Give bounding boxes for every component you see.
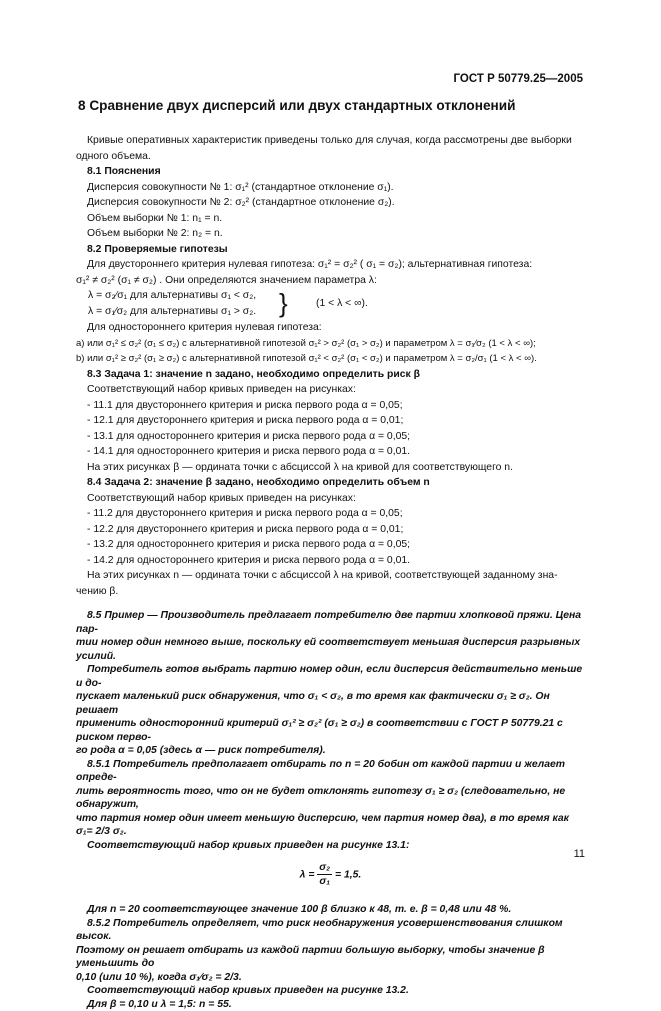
- lambda-formula: [76, 861, 585, 888]
- case-b: b) или σ₁² ≥ σ₂² (σ₁ ≥ σ₂) с альтернативной гипотезой σ₁² < σ₂² (σ₁ < σ₂) и параметром λ = σ₂/σ₁ (1 < λ < ∞).: [76, 351, 585, 367]
- example-p5: Для n = 20 соответствующее значение 100 β близко к 48, т. е. β = 0,48 или 48 %.: [76, 903, 585, 917]
- example-p1: 8.5 Пример — Производитель предлагает потребителю две партии хлопковой пряжи. Цена пар-: [76, 609, 585, 636]
- lambda-range: (1 < λ < ∞).: [316, 296, 368, 312]
- example-p2-cont2: применить односторонний критерий σ₁² ≥ σ₂² (σ₁ ≥ σ₂) в соответствии с ГОСТ Р 50779.21 с риском перво-: [76, 717, 585, 744]
- example-p6-cont: Поэтому он решает отбирать из каждой партии большую выборку, чтобы значение β уменьшить до: [76, 944, 585, 971]
- brace: }: [279, 290, 288, 316]
- s84-item-3: - 13.2 для одностороннего критерия и риска первого рода α = 0,05;: [76, 537, 585, 553]
- example-p2-cont3: го рода α = 0,05 (здесь α — риск потребителя).: [76, 744, 585, 758]
- two-sided-alternative: σ₁² ≠ σ₂² (σ₁ ≠ σ₂) . Они определяются значением параметра λ:: [76, 273, 585, 289]
- s83-note: На этих рисунках β — ордината точки с абсциссой λ на кривой для соответствующего n.: [76, 460, 585, 476]
- s81-line-1: Дисперсия совокупности № 1: σ₁² (стандартное отклонение σ₁).: [76, 180, 585, 196]
- example-p2: Потребитель готов выбрать партию номер один, если дисперсия действительно меньше и до-: [76, 663, 585, 690]
- example-p3: 8.5.1 Потребитель предполагает отбирать по n = 20 бобин от каждой партии и желает опреде-: [76, 758, 585, 785]
- s81-line-2: Дисперсия совокупности № 2: σ₂² (стандартное отклонение σ₂).: [76, 195, 585, 211]
- page-number: 11: [555, 848, 585, 860]
- heading-8-2: 8.2 Проверяемые гипотезы: [76, 242, 585, 258]
- s81-line-4: Объем выборки № 2: n₂ = n.: [76, 226, 585, 242]
- s84-item-1: - 11.2 для двустороннего критерия и риска первого рода α = 0,05;: [76, 506, 585, 522]
- example-p4: Соответствующий набор кривых приведен на рисунке 13.1:: [76, 839, 585, 853]
- lambda-system: [76, 288, 585, 320]
- example-p2-cont: пускает маленький риск обнаружения, что σ₁ < σ₂, в то время как фактически σ₁ ≥ σ₂. Он решает: [76, 690, 585, 717]
- s84-item-4: - 14.2 для одностороннего критерия и риска первого рода α = 0,01.: [76, 553, 585, 569]
- document-code: ГОСТ Р 50779.25—2005: [420, 73, 583, 85]
- heading-8-3: 8.3 Задача 1: значение n задано, необходимо определить риск β: [76, 367, 585, 383]
- one-sided-hypothesis: Для одностороннего критерия нулевая гипотеза:: [76, 320, 585, 336]
- s84-note-cont: чению β.: [76, 584, 585, 600]
- s83-item-2: - 12.1 для двустороннего критерия и риска первого рода α = 0,01;: [76, 413, 585, 429]
- s83-item-1: - 11.1 для двустороннего критерия и риска первого рода α = 0,05;: [76, 398, 585, 414]
- s84-item-2: - 12.2 для двустороннего критерия и риска первого рода α = 0,01;: [76, 522, 585, 538]
- formula-lhs: λ =: [300, 869, 315, 880]
- example-p6: 8.5.2 Потребитель определяет, что риск необнаружения усовершенствования слишком высок.: [76, 917, 585, 944]
- example-p1-cont: тии номер один немного выше, поскольку ей соответствует меньшая дисперсия разрывных усилий.: [76, 636, 585, 663]
- s83-item-4: - 14.1 для одностороннего критерия и риска первого рода α = 0,01.: [76, 444, 585, 460]
- formula-rhs: = 1,5.: [335, 869, 361, 880]
- heading-8-1: 8.1 Пояснения: [76, 164, 585, 180]
- s81-line-3: Объем выборки № 1: n₁ = n.: [76, 211, 585, 227]
- s83-lead: Соответствующий набор кривых приведен на рисунках:: [76, 382, 585, 398]
- intro-paragraph: Кривые оперативных характеристик приведены только для случая, когда рассмотрены две выборки одного объема.: [76, 133, 585, 164]
- example-p8: Для β = 0,10 и λ = 1,5: n = 55.: [76, 998, 585, 1011]
- two-sided-hypothesis: Для двустороннего критерия нулевая гипотеза: σ₁² = σ₂² ( σ₁ = σ₂); альтернативная гипотеза:: [76, 257, 585, 273]
- case-a: а) или σ₁² ≤ σ₂² (σ₁ ≤ σ₂) с альтернативной гипотезой σ₁² > σ₂² (σ₁ > σ₂) и параметром λ = σ₁∕σ₂ (1 < λ < ∞);: [76, 336, 585, 352]
- lambda-case-1: λ = σ₂∕σ₁ для альтернативы σ₁ < σ₂,: [88, 288, 256, 304]
- formula-denominator: σ₁: [317, 875, 332, 888]
- section-title: 8 Сравнение двух дисперсий или двух стандартных отклонений: [78, 98, 515, 113]
- example-p3-cont: лить вероятность того, что он не будет отклонять гипотезу σ₁ ≥ σ₂ (следовательно, не обнаружит,: [76, 785, 585, 812]
- s83-item-3: - 13.1 для одностороннего критерия и риска первого рода α = 0,05;: [76, 429, 585, 445]
- document-body: [76, 133, 585, 1011]
- formula-fraction: [317, 861, 332, 888]
- s84-note: На этих рисунках n — ордината точки с абсциссой λ на кривой, соответствующей заданному зна-: [76, 568, 585, 584]
- example-p6-cont2: 0,10 (или 10 %), когда σ₁∕σ₂ = 2/3.: [76, 971, 585, 985]
- s84-lead: Соответствующий набор кривых приведен на рисунках:: [76, 491, 585, 507]
- example-block: [76, 609, 585, 1011]
- lambda-case-2: λ = σ₁∕σ₂ для альтернативы σ₁ > σ₂.: [88, 304, 256, 320]
- example-p3-cont2: что партия номер один имеет меньшую дисперсию, чем партия номер два), в то время как σ₁= 2/3 σ₂.: [76, 812, 585, 839]
- heading-8-4: 8.4 Задача 2: значение β задано, необходимо определить объем n: [76, 475, 585, 491]
- example-p7: Соответствующий набор кривых приведен на рисунке 13.2.: [76, 984, 585, 998]
- formula-numerator: σ₂: [317, 861, 332, 875]
